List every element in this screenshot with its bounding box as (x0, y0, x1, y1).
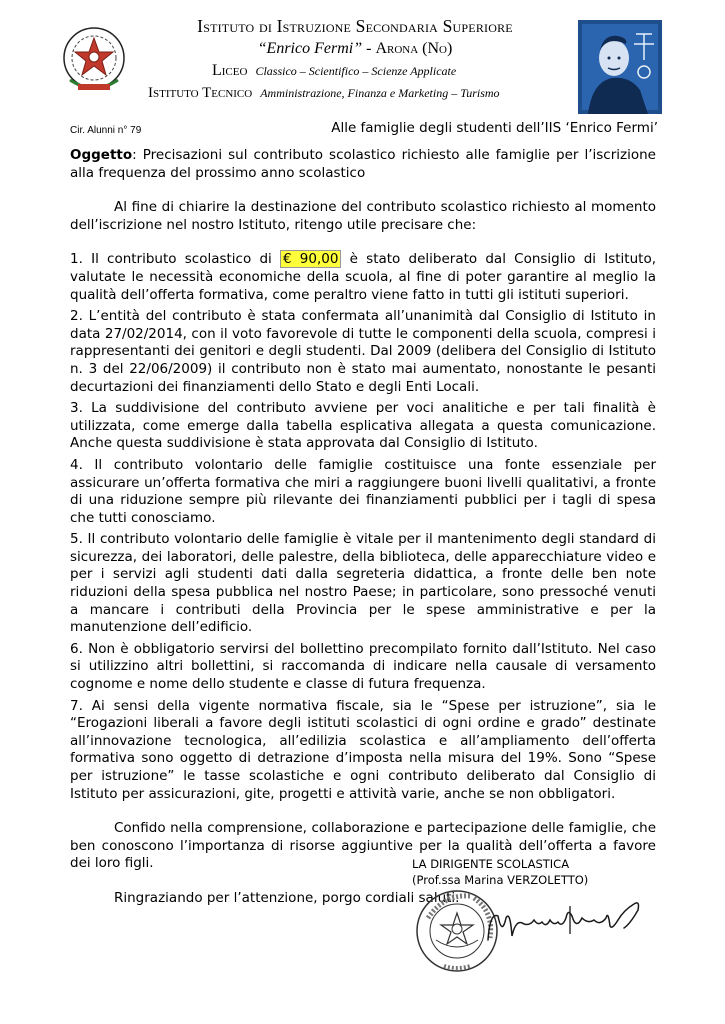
subject (70, 147, 656, 182)
recipients: Alle famiglie degli studenti dell’IIS ‘Enrico Fermi’ (331, 120, 658, 136)
institute-name: Istituto di Istruzione Secondaria Superiore (197, 16, 513, 36)
school-city: Arona (No) (375, 40, 453, 57)
point-1 (70, 251, 656, 304)
signer-name: (Prof.ssa Marina VERZOLETTO) (412, 873, 589, 887)
letterhead (0, 14, 725, 114)
subject-text: : Precisazioni sul contributo scolastico richiesto alle famiglie per l’iscrizione alla frequenza del prossimo anno scolastico (70, 147, 656, 181)
liceo-courses: Classico – Scientifico – Scienze Applicate (255, 64, 457, 78)
point-1-start: 1. Il contributo scolastico di (70, 251, 280, 268)
point-4: 4. Il contributo volontario delle famiglie costituisce una fonte essenziale per assicurare un’offerta formativa che miri a raggiungere buoni livelli qualitativi, a fronte di una riduzione sempre più rilevante dei finanziamenti pubblici per i tagli di spesa che tutti conosciamo. (70, 456, 656, 526)
point-7: 7. Ai sensi della vigente normativa fiscale, sia le “Spese per istruzione”, sia le “Erogazioni liberali a favore degli istituti scolastici di ogni ordine e grado” destinate all’innovazione tecnologica, all’edilizia scolastica e all’ampliamento dell’offerta formativa sono oggetto di detrazione d’imposta nella misura del 19%. Sono “Spese per istruzione” le tasse scolastiche e ogni contributo deliberato dal Consiglio di Istituto per assicurazioni, gite, progetti e attività varie, anche se non obbligatori. (70, 697, 656, 802)
contribution-amount: € 90,00 (280, 250, 341, 268)
thanks-paragraph: Ringraziando per l’attenzione, porgo cordiali saluti. (114, 889, 460, 906)
letter-body (70, 147, 656, 908)
subject-label: Oggetto (70, 147, 133, 163)
tecnico-line (140, 82, 570, 104)
tecnico-courses: Amministrazione, Finanza e Marketing – Turismo (260, 86, 500, 100)
intro-paragraph: Al fine di chiarire la destinazione del contributo scolastico richiesto al momento dell’iscrizione nel nostro Istituto, ritengo utile precisare che: (70, 199, 656, 233)
italian-republic-emblem-icon (58, 24, 130, 96)
point-2: 2. L’entità del contributo è stata confermata all’unanimità dal Consiglio di Istituto in data 27/02/2014, con il voto favorevole di tutte le componenti della scuola, compresi i rappresentanti dei genitori e degli studenti. Dal 2009 (delibera del Consiglio di Istituto n. 3 del 22/06/2009) il contributo non è stato mai aumentato, nonostante le pesanti decurtazioni dei finanziamenti dello Stato e degli Enti Locali. (70, 308, 656, 395)
point-3: 3. La suddivisione del contributo avviene per voci analitiche e per tali finalità è utilizzata, come emerge dalla tabella esplicativa allegata a questa comunicazione. Anche questa suddivisione è stata approvata dal Consiglio di Istituto. (70, 400, 656, 452)
school-name: “Enrico Fermi” (257, 40, 363, 57)
circular-number: Cir. Alunni n° 79 (70, 125, 142, 136)
tecnico-label: Istituto Tecnico (148, 85, 253, 101)
liceo-line (140, 60, 570, 82)
point-5: 5. Il contributo volontario delle famiglie è vitale per il mantenimento degli standard di sicurezza, dei laboratori, delle palestre, della biblioteca, delle apparecchiature video e per i servizi agli studenti dati dalla segreteria didattica, a fronte delle ben note riduzioni della spesa pubblica nel nostro Paese; in particolare, sono pressoché venuti a mancare i contributi della Provincia per le spese amministrative e per la manutenzione dell’edificio. (70, 531, 656, 636)
point-1-end: è stato deliberato dal Consiglio di Istituto, valutate le necessità economiche della scuola, al fine di poter garantire al meglio la qualità dell’offerta formativa, come peraltro viene fatto in tutti gli istituti superiori. (70, 251, 656, 303)
header-separator: - (362, 40, 376, 57)
handwritten-signature-icon (484, 896, 644, 948)
signer-role: LA DIRIGENTE SCOLASTICA (412, 857, 570, 871)
liceo-label: Liceo (212, 62, 248, 79)
signature-block (412, 856, 588, 888)
enrico-fermi-portrait-icon (578, 20, 662, 114)
point-6: 6. Non è obbligatorio servirsi del bollettino precompilato fornito dall’Istituto. Nel caso si utilizzino altri bollettini, si raccomanda di indicare nella causale di versamento cognome e nome dello studente e classe di futura frequenza. (70, 640, 656, 693)
closing-paragraph: Confido nella comprensione, collaborazione e partecipazione delle famiglie, che ben conoscono l’importanza di risorse aggiuntive per la qualità dell’offerta a favore dei loro figli. (70, 820, 656, 872)
institute-subtitle (140, 38, 570, 60)
